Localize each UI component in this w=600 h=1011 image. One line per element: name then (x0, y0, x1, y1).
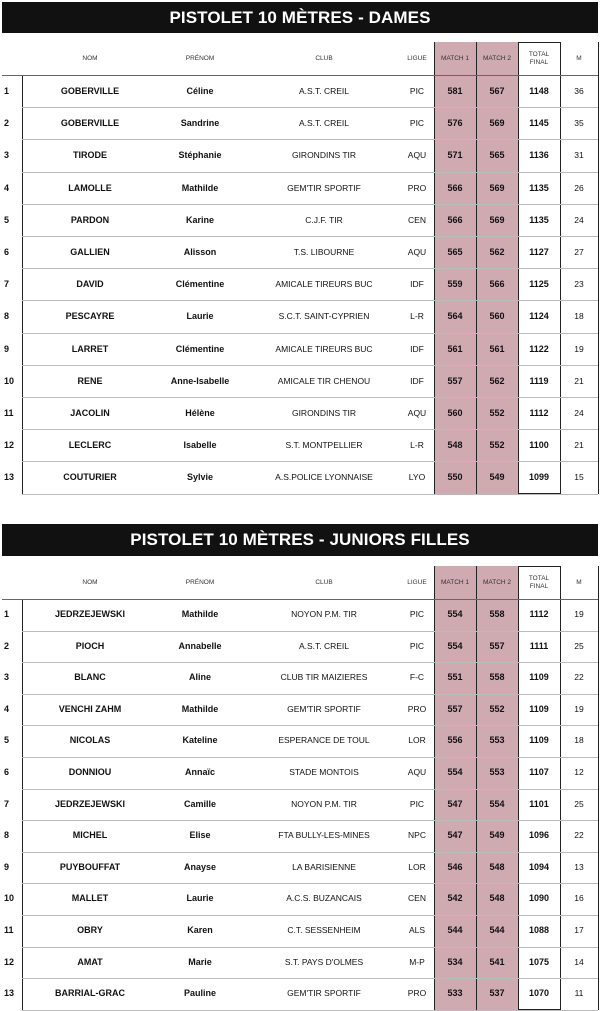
club-cell: NOYON P.M. TIR (291, 609, 357, 619)
match1-cell: 548 (447, 440, 463, 451)
ligue-cell: PIC (409, 118, 425, 129)
total-cell: 1099 (528, 472, 550, 483)
m-cell: 27 (574, 247, 584, 257)
match2-cell: 552 (489, 703, 505, 714)
rank-cell: 1 (4, 86, 10, 96)
prenom-cell: Elise (189, 830, 211, 841)
table-row (0, 820, 600, 852)
ligue-cell: AQU (407, 150, 427, 161)
club-cell: GEM'TIR SPORTIF (287, 182, 361, 193)
ligue-cell: M-P (409, 956, 425, 967)
ligue-cell: PIC (409, 640, 425, 651)
nom-cell: COUTURIER (63, 472, 117, 483)
match2-cell: 569 (489, 182, 505, 193)
total-cell: 1127 (529, 247, 549, 257)
match1-cell: 546 (447, 861, 463, 872)
ligue-cell: IDF (410, 279, 424, 290)
match2-cell: 567 (489, 86, 505, 96)
m-cell: 23 (574, 279, 584, 290)
total-cell: 1125 (529, 279, 549, 290)
header-ligue: LIGUE (407, 578, 427, 586)
ligue-cell: ALS (408, 925, 426, 935)
match1-cell: 557 (447, 703, 463, 714)
match1-cell: 554 (447, 767, 463, 777)
total-cell: 1101 (529, 798, 549, 809)
match2-cell: 566 (489, 279, 505, 290)
prenom-cell: Clémentine (175, 343, 225, 354)
header-prenom: PRÉNOM (185, 578, 215, 586)
ligue-cell: PIC (409, 86, 425, 96)
match2-cell: 537 (489, 988, 505, 999)
club-cell: AMICALE TIR CHENOU (277, 375, 371, 386)
table-row (0, 883, 600, 915)
match1-cell: 564 (447, 311, 463, 322)
header-match1: MATCH 1 (440, 578, 470, 586)
ligue-cell: PRO (407, 703, 427, 714)
match2-cell: 562 (489, 247, 505, 257)
match1-cell: 566 (447, 214, 463, 225)
total-cell: 1088 (528, 925, 550, 935)
header-club: CLUB (315, 54, 333, 62)
m-cell: 14 (574, 956, 584, 967)
nom-cell: BLANC (74, 672, 106, 683)
nom-cell: PIOCH (75, 640, 105, 651)
club-cell: AMICALE TIREURS BUC (275, 343, 373, 354)
rank-cell: 9 (4, 861, 10, 872)
table-row (0, 397, 600, 429)
rank-cell: 3 (4, 150, 10, 161)
rank-cell: 11 (4, 408, 14, 418)
header-nom: NOM (82, 54, 98, 62)
prenom-cell: Annaïc (184, 767, 215, 777)
match1-cell: 571 (447, 150, 463, 161)
nom-cell: DONNIOU (68, 767, 112, 777)
nom-cell: PUYBOUFFAT (59, 861, 121, 872)
table-row (0, 107, 600, 139)
table-row (0, 725, 600, 757)
ligue-cell: AQU (407, 408, 427, 418)
m-cell: 22 (574, 830, 584, 841)
m-cell: 21 (574, 440, 584, 451)
match2-cell: 549 (489, 830, 505, 841)
ligue-cell: PRO (407, 182, 427, 193)
header-m: M (576, 54, 582, 62)
header-total-final: TOTAL (528, 50, 550, 58)
table-row (0, 236, 600, 268)
rank-cell: 13 (4, 472, 15, 483)
table-row (0, 947, 600, 979)
match2-cell: 557 (489, 640, 505, 651)
m-cell: 16 (574, 893, 584, 904)
total-cell: 1096 (528, 830, 550, 841)
match1-cell: 566 (447, 182, 463, 193)
header-match2: MATCH 2 (482, 54, 512, 62)
match2-cell: 548 (489, 893, 505, 904)
prenom-cell: Sandrine (180, 118, 220, 129)
prenom-cell: Laurie (186, 311, 214, 322)
prenom-cell: Mathilde (181, 609, 219, 619)
total-cell: 1100 (529, 440, 549, 451)
club-cell: C.J.F. TIR (305, 214, 343, 225)
total-cell: 1136 (529, 150, 549, 161)
club-cell: LA BARISIENNE (292, 861, 356, 872)
club-cell: A.S.T. CREIL (298, 118, 350, 129)
ligue-cell: PRO (407, 988, 427, 999)
m-cell: 31 (574, 150, 584, 161)
club-cell: AMICALE TIREURS BUC (275, 279, 373, 290)
match1-cell: 551 (447, 672, 463, 683)
prenom-cell: Sylvie (186, 472, 214, 483)
table-row (0, 429, 600, 461)
m-cell: 19 (574, 609, 584, 619)
club-cell: FTA BULLY-LES-MINES (278, 830, 370, 841)
club-cell: GIRONDINS TIR (291, 408, 357, 418)
header-ligue: LIGUE (407, 54, 427, 62)
match1-cell: 554 (447, 609, 463, 619)
header-club: CLUB (315, 578, 333, 586)
m-cell: 36 (574, 86, 584, 96)
total-cell: 1122 (529, 343, 549, 354)
match1-cell: 556 (447, 735, 463, 746)
m-cell: 24 (574, 214, 584, 225)
prenom-cell: Pauline (183, 988, 216, 999)
match2-cell: 553 (489, 735, 505, 746)
header-total-final: TOTAL (528, 574, 550, 582)
prenom-cell: Alisson (183, 247, 217, 257)
total-cell: 1109 (529, 672, 549, 683)
prenom-cell: Annabelle (178, 640, 222, 651)
prenom-cell: Kateline (182, 735, 218, 746)
ligue-cell: AQU (407, 767, 427, 777)
match1-cell: 557 (447, 375, 463, 386)
match2-cell: 553 (489, 767, 505, 777)
m-cell: 25 (574, 798, 584, 809)
section-title: PISTOLET 10 MÈTRES - DAMES (2, 2, 598, 33)
table-row (0, 300, 600, 332)
total-cell: 1112 (529, 408, 549, 418)
total-cell: 1107 (529, 767, 549, 777)
prenom-cell: Céline (186, 86, 214, 96)
nom-cell: GOBERVILLE (60, 86, 120, 96)
table-row (0, 978, 600, 1010)
nom-cell: TIRODE (72, 150, 107, 161)
table-row (0, 75, 600, 107)
ligue-cell: CEN (408, 893, 426, 904)
table-row (0, 333, 600, 365)
prenom-cell: Karen (187, 925, 213, 935)
header-match2: MATCH 2 (482, 578, 512, 586)
rank-cell: 11 (4, 925, 14, 935)
table-row (0, 139, 600, 171)
rank-cell: 12 (4, 440, 15, 451)
match2-cell: 558 (489, 672, 505, 683)
match1-cell: 559 (447, 279, 463, 290)
rank-cell: 3 (4, 672, 10, 683)
rank-cell: 10 (4, 375, 15, 386)
m-cell: 26 (574, 182, 584, 193)
club-cell: S.C.T. SAINT-CYPRIEN (278, 311, 370, 322)
total-cell: 1109 (529, 703, 549, 714)
table-row (0, 852, 600, 884)
m-cell: 11 (574, 988, 584, 999)
ligue-cell: NPC (408, 830, 426, 841)
club-cell: STADE MONTOIS (289, 767, 359, 777)
nom-cell: GALLIEN (70, 247, 110, 257)
nom-cell: MICHEL (72, 830, 108, 841)
m-cell: 25 (574, 640, 584, 651)
prenom-cell: Anayse (183, 861, 217, 872)
match2-cell: 544 (489, 925, 505, 935)
m-cell: 18 (574, 735, 584, 746)
ligue-cell: LOR (408, 861, 426, 872)
nom-cell: LAMOLLE (68, 182, 112, 193)
total-cell: 1075 (528, 956, 550, 967)
header-match1: MATCH 1 (440, 54, 470, 62)
rank-cell: 12 (4, 956, 15, 967)
club-cell: ESPERANCE DE TOUL (278, 735, 370, 746)
club-cell: S.T. MONTPELLIER (285, 440, 363, 451)
table-row (0, 268, 600, 300)
match1-cell: 547 (447, 798, 463, 809)
club-cell: NOYON P.M. TIR (291, 798, 357, 809)
rank-cell: 8 (4, 830, 10, 841)
rank-cell: 9 (4, 343, 10, 354)
match1-cell: 534 (447, 956, 463, 967)
nom-cell: GOBERVILLE (60, 118, 120, 129)
club-cell: GIRONDINS TIR (291, 150, 357, 161)
match2-cell: 565 (489, 150, 505, 161)
table-row (0, 789, 600, 821)
match1-cell: 533 (447, 988, 463, 999)
match2-cell: 552 (489, 408, 505, 418)
rank-cell: 2 (4, 118, 10, 129)
club-cell: CLUB TIR MAIZIERES (280, 672, 368, 683)
total-cell: 1112 (529, 609, 549, 619)
ligue-cell: LYO (408, 472, 426, 483)
match2-cell: 562 (489, 375, 505, 386)
total-cell: 1135 (529, 214, 549, 225)
nom-cell: NICOLAS (69, 735, 111, 746)
rank-cell: 6 (4, 767, 10, 777)
club-cell: A.S.POLICE LYONNAISE (275, 472, 373, 483)
total-cell: 1094 (528, 861, 550, 872)
table-row (0, 757, 600, 789)
nom-cell: LARRET (71, 343, 109, 354)
rank-cell: 4 (4, 703, 10, 714)
prenom-cell: Hélène (185, 408, 215, 418)
nom-cell: JACOLIN (70, 408, 110, 418)
rank-cell: 8 (4, 311, 10, 322)
nom-cell: BARRIAL-GRAC (55, 988, 125, 999)
prenom-cell: Mathilde (181, 703, 219, 714)
nom-cell: VENCHI ZAHM (58, 703, 122, 714)
header-nom: NOM (82, 578, 98, 586)
rank-cell: 1 (4, 609, 10, 619)
total-cell: 1111 (529, 640, 549, 651)
header-total-final: FINAL (529, 582, 549, 590)
m-cell: 19 (574, 703, 584, 714)
nom-cell: JEDRZEJEWSKI (54, 609, 125, 619)
table-row (0, 599, 600, 631)
m-cell: 12 (574, 767, 584, 777)
club-cell: S.T. PAYS D'OLMES (284, 956, 364, 967)
table-row (0, 461, 600, 493)
club-cell: GEM'TIR SPORTIF (287, 988, 361, 999)
total-cell: 1124 (529, 311, 549, 322)
m-cell: 17 (574, 925, 584, 935)
prenom-cell: Clémentine (175, 279, 225, 290)
ligue-cell: L-R (410, 311, 424, 322)
match2-cell: 561 (489, 343, 505, 354)
ligue-cell: PIC (409, 609, 425, 619)
match1-cell: 542 (447, 893, 463, 904)
prenom-cell: Mathilde (181, 182, 219, 193)
match1-cell: 561 (447, 343, 463, 354)
prenom-cell: Marie (188, 956, 212, 967)
club-cell: T.S. LIBOURNE (293, 247, 355, 257)
ligue-cell: IDF (410, 375, 424, 386)
total-cell: 1119 (529, 375, 549, 386)
m-cell: 13 (574, 861, 584, 872)
nom-cell: DAVID (76, 279, 104, 290)
table-row (0, 915, 600, 947)
row-divider (22, 494, 598, 495)
ligue-cell: F-C (409, 672, 425, 683)
nom-cell: AMAT (77, 956, 103, 967)
header-m: M (576, 578, 582, 586)
prenom-cell: Isabelle (183, 440, 217, 451)
prenom-cell: Camille (183, 798, 216, 809)
m-cell: 19 (574, 343, 584, 354)
match2-cell: 548 (489, 861, 505, 872)
match2-cell: 569 (489, 118, 505, 129)
match1-cell: 550 (447, 472, 463, 483)
nom-cell: LECLERC (68, 440, 112, 451)
m-cell: 21 (574, 375, 584, 386)
total-cell: 1109 (529, 735, 549, 746)
total-cell: 1145 (529, 118, 549, 129)
prenom-cell: Aline (188, 672, 211, 683)
rank-cell: 2 (4, 640, 10, 651)
section-title: PISTOLET 10 MÈTRES - JUNIORS FILLES (2, 524, 598, 556)
rank-cell: 10 (4, 893, 15, 904)
m-cell: 18 (574, 311, 584, 322)
rank-cell: 7 (4, 798, 10, 809)
nom-cell: PARDON (70, 214, 110, 225)
match1-cell: 554 (447, 640, 463, 651)
match2-cell: 569 (489, 214, 505, 225)
rank-cell: 4 (4, 182, 10, 193)
m-cell: 15 (574, 472, 584, 483)
ligue-cell: LOR (408, 735, 426, 746)
match2-cell: 560 (489, 311, 505, 322)
nom-cell: RENE (77, 375, 103, 386)
table-row (0, 694, 600, 726)
match2-cell: 549 (489, 472, 505, 483)
table-row (0, 172, 600, 204)
table-row (0, 631, 600, 663)
match2-cell: 558 (489, 609, 505, 619)
nom-cell: JEDRZEJEWSKI (54, 798, 125, 809)
club-cell: A.S.T. CREIL (298, 86, 350, 96)
ligue-cell: IDF (410, 343, 424, 354)
prenom-cell: Laurie (186, 893, 214, 904)
rank-cell: 13 (4, 988, 15, 999)
club-cell: C.T. SESSENHEIM (287, 925, 361, 935)
total-cell: 1090 (528, 893, 550, 904)
table-row (0, 365, 600, 397)
total-cell: 1070 (528, 988, 550, 999)
club-cell: GEM'TIR SPORTIF (287, 703, 361, 714)
match1-cell: 581 (447, 86, 463, 96)
ligue-cell: PIC (409, 798, 425, 809)
ligue-cell: CEN (408, 214, 426, 225)
header-total-final: FINAL (529, 58, 549, 66)
nom-cell: OBRY (77, 925, 103, 935)
prenom-cell: Anne-Isabelle (170, 375, 230, 386)
nom-cell: PESCAYRE (65, 311, 115, 322)
match2-cell: 541 (489, 956, 505, 967)
total-cell: 1135 (529, 182, 549, 193)
table-row (0, 204, 600, 236)
m-cell: 22 (574, 672, 584, 683)
rank-cell: 6 (4, 247, 10, 257)
m-cell: 35 (574, 118, 584, 129)
match1-cell: 576 (447, 118, 463, 129)
prenom-cell: Stéphanie (178, 150, 222, 161)
nom-cell: MALLET (71, 893, 109, 904)
prenom-cell: Karine (185, 214, 214, 225)
total-cell: 1148 (529, 86, 549, 96)
match1-cell: 560 (447, 408, 463, 418)
club-cell: A.C.S. BUZANCAIS (286, 893, 362, 904)
rank-cell: 5 (4, 214, 10, 225)
ligue-cell: L-R (410, 440, 424, 451)
match2-cell: 552 (489, 440, 505, 451)
club-cell: A.S.T. CREIL (298, 640, 350, 651)
rank-cell: 7 (4, 279, 10, 290)
match1-cell: 565 (447, 247, 463, 257)
match1-cell: 547 (447, 830, 463, 841)
header-prenom: PRÉNOM (185, 54, 215, 62)
ligue-cell: AQU (407, 247, 427, 257)
match1-cell: 544 (447, 925, 463, 935)
m-cell: 24 (574, 408, 584, 418)
rank-cell: 5 (4, 735, 10, 746)
match2-cell: 554 (489, 798, 505, 809)
table-row (0, 662, 600, 694)
